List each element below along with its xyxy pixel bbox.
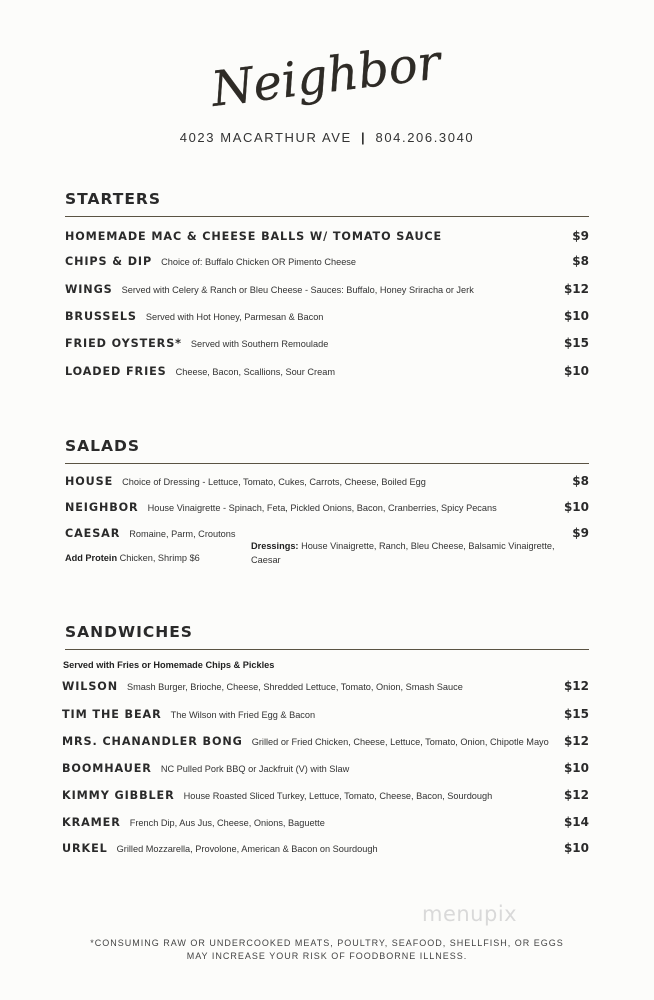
menu-item bbox=[65, 500, 589, 518]
item-desc: Served with Celery & Ranch or Bleu Cheese - Sauces: Buffalo, Honey Sriracha or Jerk bbox=[121, 285, 474, 295]
phone-text: 804.206.3040 bbox=[375, 130, 475, 145]
item-name: BRUSSELS bbox=[65, 310, 137, 323]
item-price: $10 bbox=[563, 761, 589, 775]
item-name: KIMMY GIBBLER bbox=[62, 789, 175, 802]
section-divider bbox=[65, 463, 589, 464]
dressings-text: House Vinaigrette, Ranch, Bleu Cheese, Balsamic Vinaigrette, bbox=[301, 541, 555, 551]
item-name: MRS. CHANANDLER BONG bbox=[62, 735, 243, 748]
item-price: $10 bbox=[563, 841, 589, 855]
menu-item bbox=[62, 707, 589, 725]
section-title: STARTERS bbox=[65, 190, 162, 208]
item-name: FRIED OYSTERS* bbox=[65, 337, 182, 350]
neighbor-logo bbox=[0, 30, 654, 125]
item-price: $8 bbox=[572, 254, 589, 268]
item-price: $12 bbox=[563, 734, 589, 748]
item-desc: Grilled Mozzarella, Provolone, American & Bacon on Sourdough bbox=[116, 844, 378, 854]
item-desc: Cheese, Bacon, Scallions, Sour Cream bbox=[175, 367, 335, 377]
sandwiches-section bbox=[62, 623, 589, 863]
item-desc: House Roasted Sliced Turkey, Lettuce, Tomato, Cheese, Bacon, Sourdough bbox=[183, 791, 493, 801]
item-desc: NC Pulled Pork BBQ or Jackfruit (V) with Slaw bbox=[160, 764, 350, 774]
add-protein-note bbox=[65, 553, 200, 563]
item-name: WINGS bbox=[65, 283, 113, 296]
item-name: NEIGHBOR bbox=[65, 501, 139, 514]
menu-item bbox=[62, 815, 589, 833]
section-title: SANDWICHES bbox=[65, 623, 193, 641]
menu-item bbox=[65, 254, 589, 272]
item-name: CAESAR bbox=[65, 527, 121, 540]
menu-item bbox=[65, 474, 589, 492]
item-name: TIM THE BEAR bbox=[62, 708, 162, 721]
item-price: $14 bbox=[563, 815, 589, 829]
section-title: SALADS bbox=[65, 437, 141, 455]
item-desc: Grilled or Fried Chicken, Cheese, Lettuce, Tomato, Onion, Chipotle Mayo bbox=[251, 737, 549, 747]
menu-item bbox=[62, 734, 589, 752]
item-desc: Choice of: Buffalo Chicken OR Pimento Cheese bbox=[161, 257, 357, 267]
menu-item bbox=[65, 364, 589, 382]
menu-item bbox=[65, 309, 589, 327]
item-desc: Served with Hot Honey, Parmesan & Bacon bbox=[145, 312, 324, 322]
item-price: $12 bbox=[563, 282, 589, 296]
menu-item bbox=[62, 788, 589, 806]
menu-item bbox=[62, 841, 589, 859]
salads-section bbox=[65, 437, 589, 577]
item-price: $15 bbox=[563, 336, 589, 350]
item-name: BOOMHAUER bbox=[62, 762, 152, 775]
dressings-note bbox=[251, 539, 555, 567]
item-name: CHIPS & DIP bbox=[65, 255, 153, 268]
address-line bbox=[0, 130, 654, 145]
item-desc: Smash Burger, Brioche, Cheese, Shredded Lettuce, Tomato, Onion, Smash Sauce bbox=[126, 682, 463, 692]
menu-item bbox=[65, 282, 589, 300]
item-price: $9 bbox=[572, 526, 589, 540]
item-name: LOADED FRIES bbox=[65, 365, 167, 378]
item-desc: Choice of Dressing - Lettuce, Tomato, Cukes, Carrots, Cheese, Boiled Egg bbox=[122, 477, 426, 487]
item-desc: The Wilson with Fried Egg & Bacon bbox=[170, 710, 316, 720]
item-name: HOUSE bbox=[65, 475, 114, 488]
item-name: WILSON bbox=[62, 680, 118, 693]
item-price: $12 bbox=[563, 788, 589, 802]
item-name: URKEL bbox=[62, 842, 108, 855]
disclaimer-line-2: MAY INCREASE YOUR RISK OF FOODBORNE ILLNESS. bbox=[186, 951, 468, 961]
menupix-watermark: menupix bbox=[422, 902, 518, 926]
dressings-label: Dressings: bbox=[251, 541, 299, 551]
item-price: $9 bbox=[572, 229, 589, 243]
item-price: $10 bbox=[563, 500, 589, 514]
starters-section bbox=[65, 190, 589, 390]
item-desc: Served with Southern Remoulade bbox=[190, 339, 329, 349]
section-divider bbox=[65, 649, 589, 650]
sandwiches-subtitle bbox=[63, 660, 274, 670]
item-price: $10 bbox=[563, 309, 589, 323]
item-desc: Romaine, Parm, Croutons bbox=[129, 529, 236, 539]
item-price: $15 bbox=[563, 707, 589, 721]
menu-item bbox=[62, 761, 589, 779]
item-price: $8 bbox=[572, 474, 589, 488]
dressings-text-2: Caesar bbox=[251, 555, 281, 565]
add-protein-label: Add Protein bbox=[65, 553, 118, 563]
item-desc: House Vinaigrette - Spinach, Feta, Pickled Onions, Bacon, Cranberries, Spicy Pecans bbox=[147, 503, 497, 513]
item-name: HOMEMADE MAC & CHEESE BALLS W/ TOMATO SAUCE bbox=[65, 230, 443, 243]
disclaimer bbox=[0, 937, 654, 963]
disclaimer-line-1: *CONSUMING RAW OR UNDERCOOKED MEATS, POULTRY, SEAFOOD, SHELLFISH, OR EGGS bbox=[90, 938, 564, 948]
svg-text:Neighbor: Neighbor bbox=[208, 34, 444, 118]
item-name: KRAMER bbox=[62, 816, 121, 829]
add-protein-text: Chicken, Shrimp $6 bbox=[119, 553, 200, 563]
address-separator: | bbox=[361, 130, 367, 145]
item-price: $10 bbox=[563, 364, 589, 378]
address-text: 4023 MACARTHUR AVE bbox=[179, 130, 352, 145]
item-desc: French Dip, Aus Jus, Cheese, Onions, Baguette bbox=[129, 818, 325, 828]
menu-item bbox=[62, 679, 589, 697]
section-divider bbox=[65, 216, 589, 217]
item-price: $12 bbox=[563, 679, 589, 693]
menu-item bbox=[65, 336, 589, 354]
menu-item bbox=[65, 229, 589, 247]
subtitle-text: Served with Fries or Homemade Chips & Pickles bbox=[63, 660, 275, 670]
